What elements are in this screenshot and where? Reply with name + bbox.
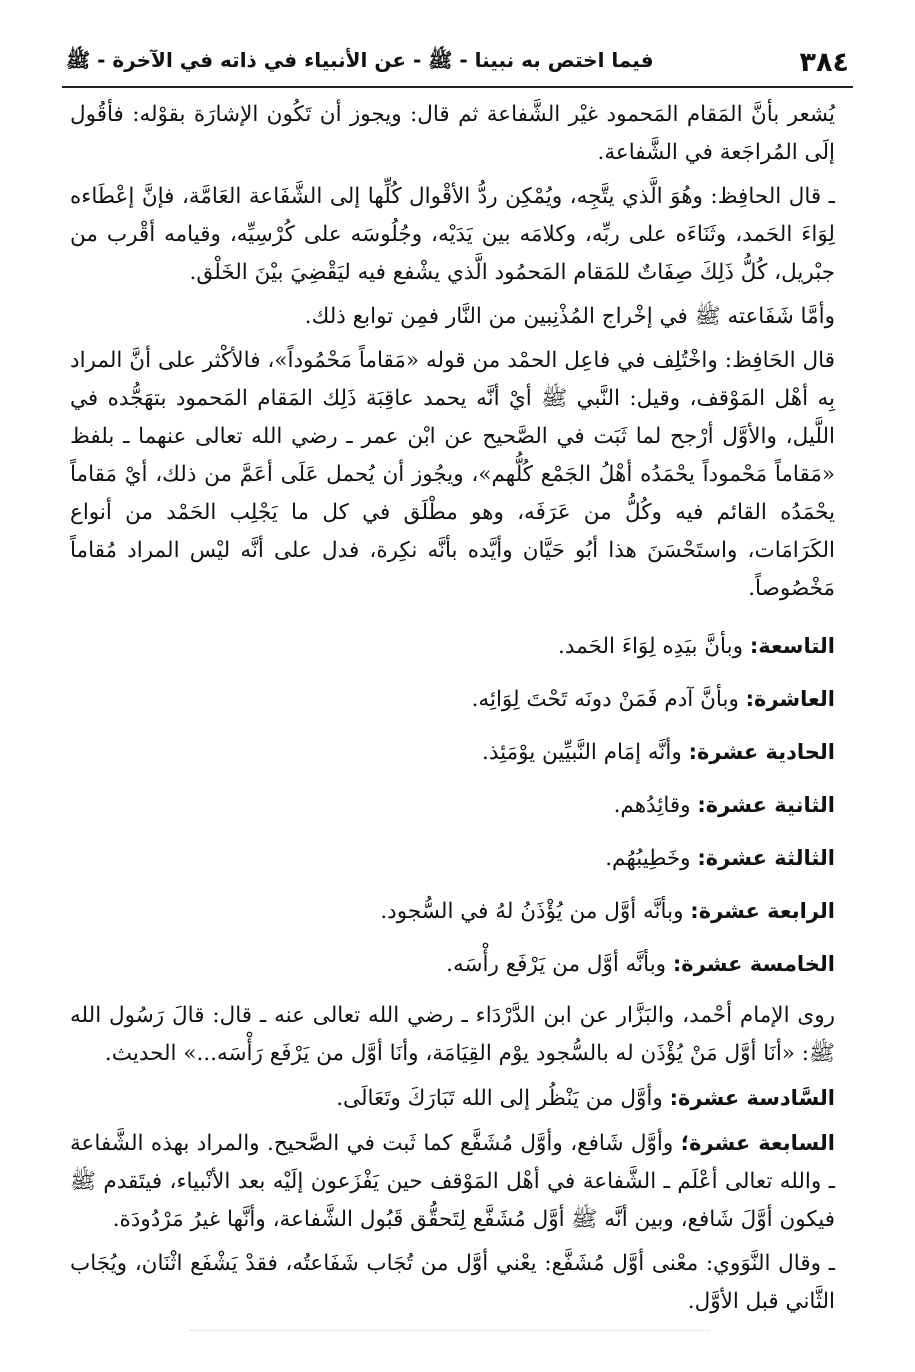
feature-label: السابعة عشرة؛: [680, 1131, 836, 1155]
feature-label: السَّادسة عشرة:: [669, 1086, 835, 1110]
feature-label: الرابعة عشرة:: [690, 899, 835, 923]
feature-text: وبأنَّ آدم فَمَنْ دونَه تَحْتَ لِوَائِه.: [471, 687, 746, 712]
feature-text: وخَطِيبُهُم.: [605, 846, 698, 871]
paragraph: روى الإمام أحْمد، والبَزَّار عن ابن الدَّرْدَاء ـ رضي الله تعالى عنه ـ قال: قالَ رَسُول الله ﷺ: «أنَا أوَّل مَنْ يُؤْذَن له بالسُّجود يوْم القِيَامَة، وأنَا أوَّل من يَرْفَع رَأْسَه...» الحديث.: [70, 1003, 835, 1066]
page-body: [70, 96, 835, 1327]
feature-item: [70, 785, 835, 826]
page-number: ٣٨٤: [799, 46, 849, 78]
feature-text: وأوَّل من يَنْظُر إلى الله تَبَارَكَ وتَعَالَى.: [336, 1086, 670, 1111]
feature-text: وقائِدُهم.: [613, 793, 698, 818]
feature-label: الثالثة عشرة:: [697, 846, 835, 870]
feature-label: التاسعة:: [749, 634, 835, 658]
feature-item: [70, 838, 835, 879]
feature-label: الثانية عشرة:: [697, 793, 835, 817]
feature-label: الحادية عشرة:: [688, 740, 835, 764]
feature-item: [70, 679, 835, 720]
feature-text: وأنَّه إمَام النَّبيِّين يوْمَئِذ.: [481, 740, 689, 765]
feature-label: الخامسة عشرة:: [672, 952, 835, 976]
page-header: [62, 38, 853, 88]
feature-item: [70, 891, 835, 932]
paragraph: ـ قال الحافِظ: وهُوَ الَّذي يتَّجِه، ويُمْكِن ردُّ الأقْوال كُلِّها إلى الشَّفَاعة العَامَّة، فإنَّ إعْطَاءه لِوَاءَ الحَمد، وثَنَاءَه على ربِّه، وكلامَه بين يَدَيْه، وجُلُوسَه على كُرْسِيِّه، وقيامه أقْرب من جبْريل، كُلُّ ذَلِكَ صِفَاتٌ للمَقام المَحمُود الَّذي يشْفع فيه ليَقْضِيَ بيْنَ الخَلْق.: [70, 184, 835, 285]
feature-item: [70, 944, 835, 985]
feature-text: وبأنَّ بيَدِه لِوَاءَ الحَمد.: [558, 634, 750, 659]
paragraph: قال الحَافِظ: واخْتُلِف في فاعِل الحمْد من قوله «مَقاماً مَحْمُوداً»، فالأكْثر على أنَّ المراد بِه أهْل المَوْقف، وقيل: النَّبي ﷺ أيْ أنَّه يحمد عاقِبَة ذَلِك المَقام المَحمود بتهَجُّده في اللَّيل، والأوَّل أرْجح لما ثَبَت في الصَّحيح عن ابْن عمر ـ رضي الله تعالى عنهما ـ بلفظ «مَقاماً مَحْموداً يحْمَدُه أهْلُ الجَمْع كُلُّهم»، ويجُوز أن يُحمل عَلَى أعَمَّ من ذلك، أيْ مَقاماً يحْمَدُه القائم فيه وكُلُّ من عَرَفَه، وهو مطْلَق في كل ما يَجْلِب الحَمْد من أنواع الكَرَامَات، واستَحْسَنَ هذا أبُو حَيَّان وأيَّده بأنَّه نكِرة، فدل على أنَّه ليْس المراد مُقاماً مَخْصُوصاً.: [70, 348, 835, 601]
running-title: فيما اختص به نبينا - ﷺ - عن الأنبياء في ذاته في الآخرة - ﷺ: [66, 47, 654, 72]
feature-text: وبأنَّه أوَّل من يُؤْذَنُ لهُ في السُّجود.: [380, 899, 691, 924]
paragraph: وأمَّا شَفَاعته ﷺ في إخْراج المُذْنِبين من النَّار فمِن توابع ذلك.: [304, 304, 835, 329]
feature-label: العاشرة:: [745, 687, 835, 711]
feature-item: [70, 1079, 835, 1118]
feature-item: [70, 1124, 835, 1239]
feature-item: [70, 626, 835, 667]
footer-divider: [190, 1330, 710, 1331]
feature-text: وأوَّل شَافع، وأوَّل مُشَفَّع كما ثَبت في الصَّحيح. والمراد بهذه الشَّفاعة ـ والله تعالى أعْلَم ـ الشَّفاعة في أهْل المَوْقف حين يَفْزَعون إلَيْه بعد الأنْبياء، فيتَقدم ﷺ فيكون أوَّلَ شَافع، وبين أنَّه ﷺ أوَّل مُشَفَّع لِتَحقُّق قَبُول الشَّفاعة، وأنَّها غيرُ مَرْدُودَة.: [70, 1131, 835, 1232]
feature-item: [70, 732, 835, 773]
feature-text: وبأنَّه أوَّل من يَرْفَع رأْسَه.: [446, 952, 673, 977]
paragraph: يُشعر بأنَّ المَقام المَحمود غيْر الشَّفاعة ثم قال: ويجوز أن تَكُون الإشارَة بقوْله: فأقُول إلَى المُراجَعة في الشَّفاعة.: [70, 102, 835, 165]
paragraph: ـ وقال النَّوَوي: معْنى أوَّل مُشَفَّع: يعْني أوَّل من تُجَاب شَفَاعتُه، فقدْ يَشْفَع اثْنَان، ويُجَاب الثَّاني قبل الأوَّل.: [70, 1251, 835, 1314]
